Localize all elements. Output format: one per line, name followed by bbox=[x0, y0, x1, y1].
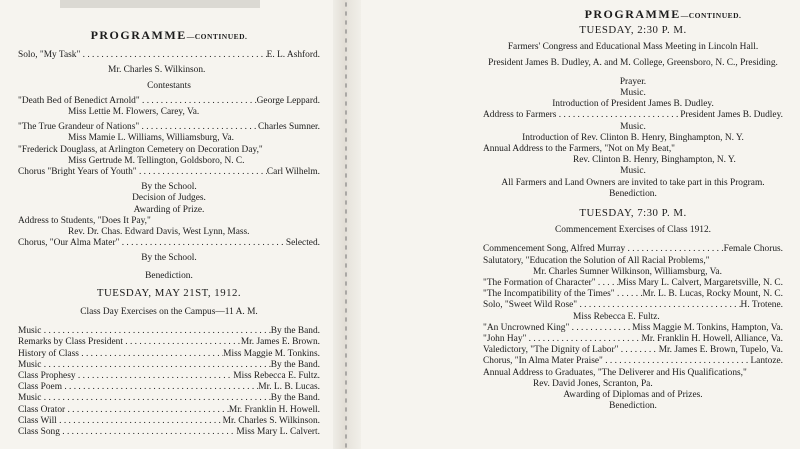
salutatory: Salutatory, "Education the Solution of All Racial Problems," bbox=[483, 255, 710, 266]
class-day-row bbox=[18, 393, 320, 404]
class-day-item: Music . . . bbox=[18, 393, 271, 404]
chorus-row-1 bbox=[18, 167, 320, 178]
by-school-2: By the School. bbox=[141, 253, 197, 264]
music-2: Music. bbox=[620, 121, 646, 132]
class-day-row bbox=[18, 405, 320, 416]
contestants-label: Contestants bbox=[147, 80, 191, 91]
contest-author-1: George Leppard. bbox=[256, 95, 320, 106]
class-day-row bbox=[18, 382, 320, 393]
right-heading bbox=[483, 9, 783, 21]
valedictory-title: Valedictory, "The Dignity of Labor" . . . bbox=[483, 345, 659, 356]
commencement-heading: Commencement Exercises of Class 1912. bbox=[555, 225, 711, 236]
class-day-item: History of Class . . . bbox=[18, 349, 223, 360]
incompat-speaker: Mr. L. B. Lucas, Rocky Mount, N. C. bbox=[642, 289, 783, 300]
right-heading-main: PROGRAMME bbox=[584, 7, 681, 21]
solo-performer: Mr. Charles S. Wilkinson. bbox=[108, 65, 206, 76]
address-to-students: Address to Students, "Does It Pay," bbox=[18, 215, 151, 226]
prayer: Prayer. bbox=[619, 76, 647, 87]
annual-address-farmers-speaker: Rev. Clinton B. Henry, Binghampton, N. Y. bbox=[573, 155, 736, 166]
left-page bbox=[18, 0, 320, 438]
solo-right-performer: Miss Rebecca E. Fultz. bbox=[573, 311, 660, 322]
class-day-performer: Mr. James E. Brown. bbox=[240, 337, 320, 348]
song-performer: Female Chorus. bbox=[723, 244, 783, 255]
hay-row bbox=[483, 334, 783, 345]
intro-dudley: Introduction of President James B. Dudley. bbox=[552, 99, 714, 110]
left-heading bbox=[18, 30, 320, 42]
class-day-performer: Mr. Franklin H. Howell. bbox=[228, 404, 320, 415]
chorus-right-composer: Lantoze. bbox=[750, 356, 783, 367]
right-heading-cont: —CONTINUED. bbox=[680, 11, 742, 20]
farmers-congress: Farmers' Congress and Educational Mass Meeting in Lincoln Hall. bbox=[507, 42, 759, 53]
class-day-row bbox=[18, 427, 320, 438]
song-row bbox=[483, 244, 783, 255]
solo-composer: E. L. Ashford. bbox=[266, 50, 320, 61]
valedictory-row bbox=[483, 345, 783, 356]
contest-row-2 bbox=[18, 122, 320, 133]
class-day-row bbox=[18, 371, 320, 382]
annual-address-farmers: Annual Address to the Farmers, "Not on My Beat," bbox=[483, 144, 676, 155]
formation-speaker: Miss Mary L. Calvert, Margaretsville, N. C. bbox=[617, 278, 783, 289]
chorus-title-2: Chorus, "Our Alma Mater" . . . bbox=[18, 238, 286, 249]
solo-right-row bbox=[483, 300, 783, 311]
contest-row-1 bbox=[18, 96, 320, 107]
contest-title-1: "Death Bed of Benedict Arnold" . . . bbox=[18, 96, 257, 107]
valedictory-speaker: Mr. James E. Brown, Tupelo, Va. bbox=[658, 345, 783, 356]
left-heading-cont: —CONTINUED. bbox=[186, 32, 248, 41]
class-day-performer: Miss Maggie M. Tonkins. bbox=[223, 348, 320, 359]
uncrowned-title: "An Uncrowned King" . . . bbox=[483, 323, 632, 334]
class-day-performer: By the Band. bbox=[270, 359, 320, 370]
music-1: Music. bbox=[620, 88, 646, 99]
contest-title-2: "The True Grandeur of Nations" . . . bbox=[18, 122, 258, 133]
address-farmers-row bbox=[483, 110, 783, 121]
evening-time: TUESDAY, 7:30 P. M. bbox=[579, 207, 687, 220]
class-day-performer: Mr. L. B. Lucas. bbox=[258, 382, 320, 393]
class-day-row bbox=[18, 326, 320, 337]
salutatory-speaker: Mr. Charles Sumner Wilkinson, Williamsburg, Va. bbox=[533, 266, 722, 277]
address-farmers-title: Address to Farmers . . . bbox=[483, 110, 680, 121]
uncrowned-speaker: Miss Maggie M. Tonkins, Hampton, Va. bbox=[632, 322, 783, 333]
solo-right-title: Solo, "Sweet Wild Rose" . . . bbox=[483, 300, 741, 311]
chorus-right-row bbox=[483, 356, 783, 367]
benediction-evening: Benediction. bbox=[609, 401, 657, 412]
solo-row bbox=[18, 50, 320, 61]
solo-right-composer: H. Trotene. bbox=[740, 300, 783, 311]
intro-henry: Introduction of Rev. Clinton B. Henry, Binghampton, N. Y. bbox=[522, 132, 744, 143]
binding-holes bbox=[344, 0, 348, 449]
chorus-title-1: Chorus "Bright Years of Youth" . . . bbox=[18, 167, 267, 178]
class-day-performer: Miss Mary L. Calvert. bbox=[236, 427, 320, 438]
class-day-item: Class Orator . . . bbox=[18, 405, 229, 416]
hay-speaker: Mr. Franklin H. Howell, Alliance, Va. bbox=[641, 334, 783, 345]
contestant-1: Miss Lettie M. Flowers, Carey, Va. bbox=[68, 107, 200, 118]
annual-address-graduates: Annual Address to Graduates, "The Deliverer and His Qualifications," bbox=[483, 367, 747, 378]
class-day-item: Class Song . . . bbox=[18, 427, 236, 438]
benediction-afternoon: Benediction. bbox=[609, 188, 657, 199]
chorus-composer-2: Selected. bbox=[285, 238, 320, 249]
class-day-heading: Class Day Exercises on the Campus—11 A. M. bbox=[80, 307, 258, 318]
solo-title: Solo, "My Task" . . . bbox=[18, 50, 267, 61]
class-day-performer: By the Band. bbox=[270, 326, 320, 337]
formation-row bbox=[483, 278, 783, 289]
invitation-line: All Farmers and Land Owners are invited to take part in this Program. bbox=[501, 177, 765, 188]
class-day-performer: Mr. Charles S. Wilkinson. bbox=[222, 415, 320, 426]
song-title: Commencement Song, Alfred Murray . . . bbox=[483, 244, 724, 255]
class-day-row bbox=[18, 360, 320, 371]
class-day-row bbox=[18, 337, 320, 348]
music-3: Music. bbox=[620, 166, 646, 177]
awarding-of-prize: Awarding of Prize. bbox=[133, 204, 205, 215]
class-day-item: Music . . . bbox=[18, 360, 271, 371]
presiding-line: President James B. Dudley, A. and M. College, Greensboro, N. C., Presiding. bbox=[488, 57, 778, 68]
class-day-row bbox=[18, 349, 320, 360]
formation-title: "The Formation of Character" . . . bbox=[483, 278, 618, 289]
incompat-title: "The Incompatibility of the Times" . . . bbox=[483, 289, 642, 300]
chorus-right-title: Chorus, "In Alma Mater Praise" . . . bbox=[483, 356, 750, 367]
date-heading: TUESDAY, MAY 21ST, 1912. bbox=[96, 286, 242, 299]
class-day-list bbox=[18, 326, 320, 438]
contest-author-2: Charles Sumner. bbox=[258, 122, 320, 133]
class-day-item: Remarks by Class President . . . bbox=[18, 337, 241, 348]
class-day-performer: By the Band. bbox=[270, 393, 320, 404]
chorus-row-2 bbox=[18, 238, 320, 249]
class-day-item: Class Poem . . . bbox=[18, 382, 258, 393]
left-heading-main: PROGRAMME bbox=[90, 28, 187, 42]
class-day-item: Class Will . . . bbox=[18, 416, 223, 427]
uncrowned-row bbox=[483, 323, 783, 334]
decision-of-judges: Decision of Judges. bbox=[132, 193, 206, 204]
benediction-left: Benediction. bbox=[145, 270, 193, 281]
annual-address-graduates-speaker: Rev. David Jones, Scranton, Pa. bbox=[533, 378, 653, 389]
awarding-diplomas: Awarding of Diplomas and of Prizes. bbox=[563, 390, 703, 401]
right-page bbox=[483, 0, 783, 413]
incompat-row bbox=[483, 289, 783, 300]
by-school-1: By the School. bbox=[141, 182, 197, 193]
class-day-item: Music . . . bbox=[18, 326, 271, 337]
afternoon-time: TUESDAY, 2:30 P. M. bbox=[579, 24, 687, 37]
class-day-performer: Miss Rebecca E. Fultz. bbox=[233, 371, 320, 382]
address-speaker: Rev. Dr. Chas. Edward Davis, West Lynn, Mass. bbox=[68, 227, 250, 238]
hay-title: "John Hay" . . . bbox=[483, 334, 642, 345]
contestant-2: Miss Mamie L. Williams, Williamsburg, Va. bbox=[68, 133, 234, 144]
class-day-row bbox=[18, 416, 320, 427]
chorus-composer-1: Carl Wilhelm. bbox=[266, 167, 320, 178]
contestant-3: Miss Gertrude M. Tellington, Goldsboro, N. C. bbox=[68, 155, 245, 166]
contest-title-3: "Frederick Douglass, at Arlington Cemetery on Decoration Day," bbox=[18, 144, 263, 155]
class-day-item: Class Prophesy . . . bbox=[18, 371, 233, 382]
address-farmers-speaker: President James B. Dudley. bbox=[680, 110, 783, 121]
